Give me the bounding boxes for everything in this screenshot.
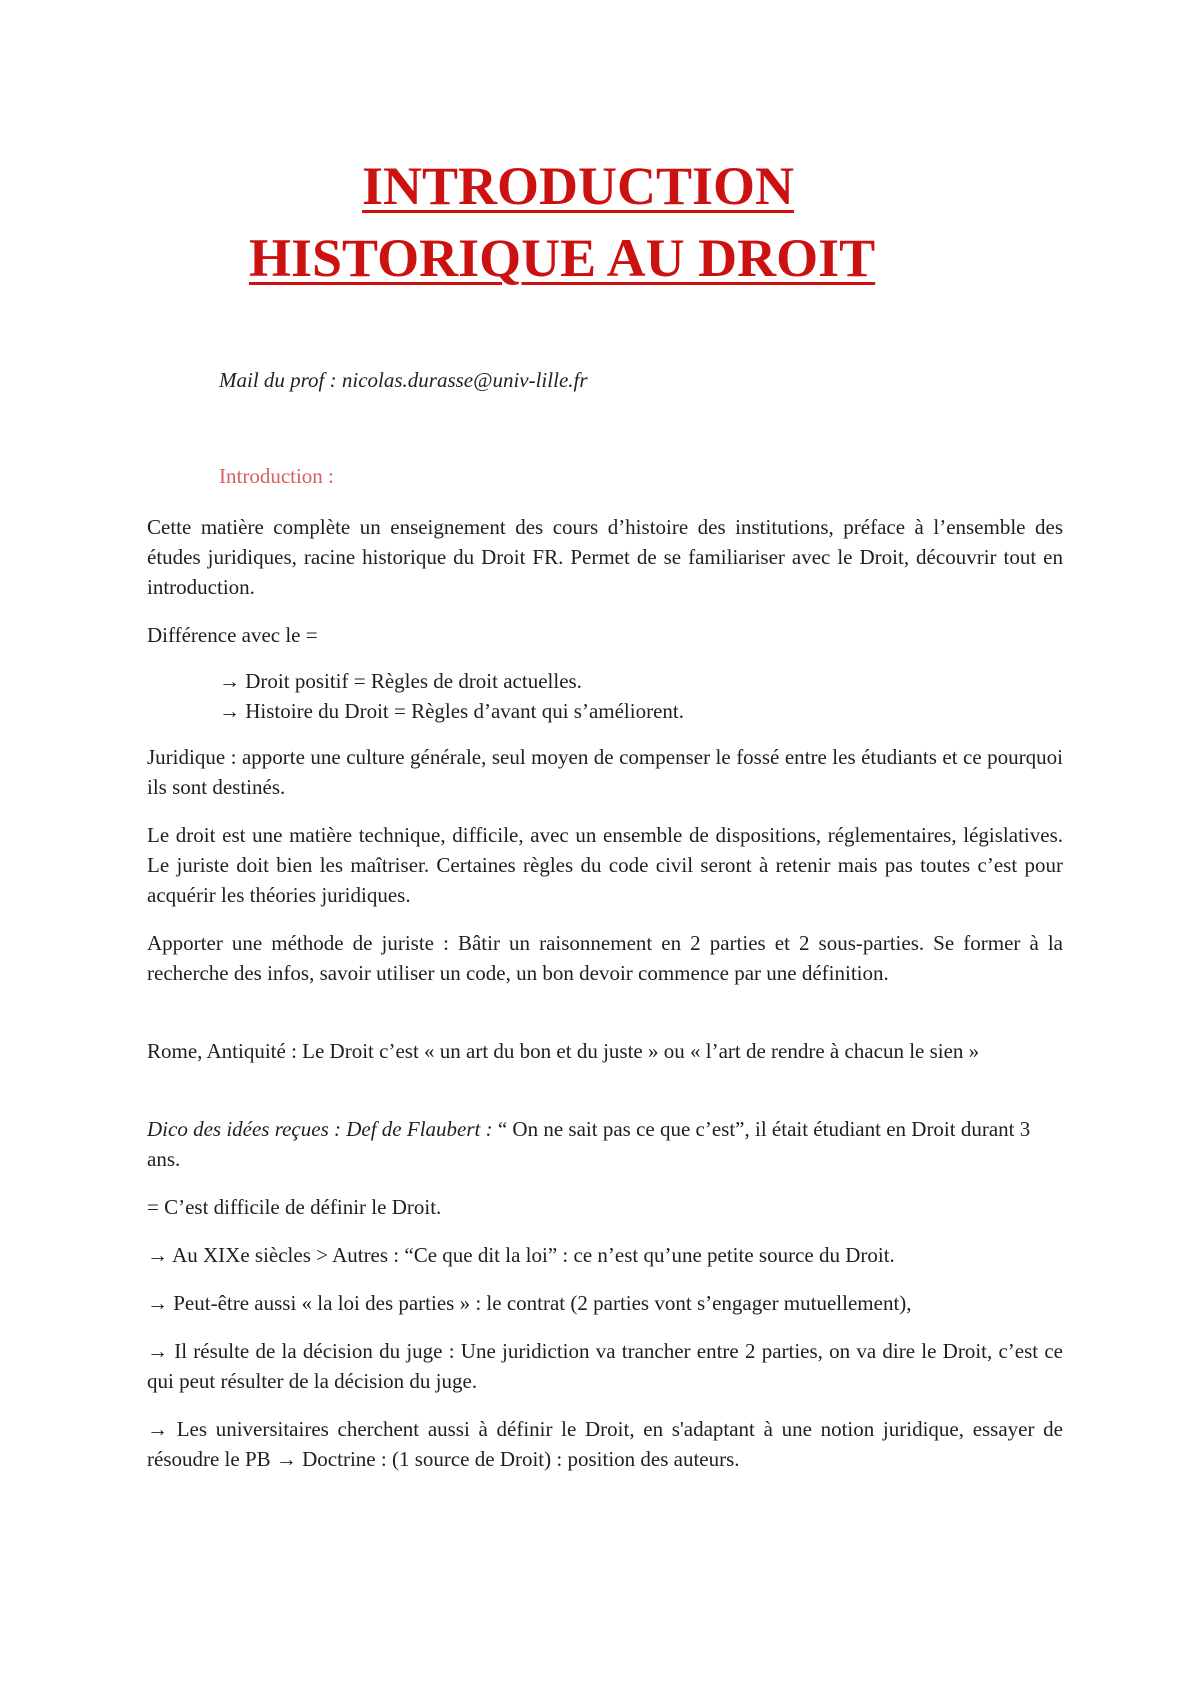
document-title-line-1: INTRODUCTION [362, 156, 795, 216]
paragraph-juridique: Juridique : apporte une culture générale, seul moyen de compenser le fossé entre les étudiants et ce pourquoi ils sont destinés. [147, 745, 1063, 799]
paragraph-difficile: = C’est difficile de définir le Droit. [147, 1195, 442, 1219]
flaubert-quote: “ On ne sait pas ce que c’est”, il était étudiant en Droit durant 3 ans. [147, 1117, 1031, 1171]
paragraph-universitaires: → Les universitaires cherchent aussi à définir le Droit, en s'adaptant à une notion juridique, essayer de résoudre le PB → Doctrine : (1 source de Droit) : position des auteurs. [147, 1417, 1063, 1471]
paragraph-decision-juge: → Il résulte de la décision du juge : Une juridiction va trancher entre 2 parties, on va dire le Droit, c’est ce qui peut résulter de la décision du juge. [147, 1339, 1063, 1393]
professor-mail: Mail du prof : nicolas.durasse@univ-lille.fr [219, 368, 588, 392]
paragraph-loi-des-parties: → Peut-être aussi « la loi des parties » : le contrat (2 parties vont s’engager mutuellement), [147, 1291, 912, 1315]
document-title-line-2: HISTORIQUE AU DROIT [249, 228, 876, 288]
paragraph-xixe: → Au XIXe siècles > Autres : “Ce que dit la loi” : ce n’est qu’une petite source du Droit. [147, 1243, 895, 1267]
paragraph-droit-technique: Le droit est une matière technique, difficile, avec un ensemble de dispositions, réglementaires, législatives. Le juriste doit bien les maîtriser. Certaines règles du code civil seront à retenir mais pas toutes c’est pour acquérir les théories juridiques. [147, 823, 1063, 907]
paragraph-flaubert [147, 1114, 1063, 1174]
section-heading-introduction: Introduction : [219, 464, 334, 488]
paragraph-intro: Cette matière complète un enseignement des cours d’histoire des institutions, préface à l’ensemble des études juridiques, racine historique du Droit FR. Permet de se familiariser avec le Droit, découvrir tout en introduction. [147, 515, 1063, 599]
paragraph-methode: Apporter une méthode de juriste : Bâtir un raisonnement en 2 parties et 2 sous-parties. Se former à la recherche des infos, savoir utiliser un code, un bon devoir commence par une définition. [147, 931, 1063, 985]
list-item-droit-positif: → Droit positif = Règles de droit actuelles. [219, 669, 582, 693]
flaubert-italic-label: Dico des idées reçues : Def de Flaubert : [147, 1117, 493, 1141]
paragraph-difference: Différence avec le = [147, 623, 318, 647]
paragraph-rome: Rome, Antiquité : Le Droit c’est « un art du bon et du juste » ou « l’art de rendre à chacun le sien » [147, 1039, 980, 1063]
list-item-histoire-du-droit: → Histoire du Droit = Règles d’avant qui s’améliorent. [219, 699, 684, 723]
